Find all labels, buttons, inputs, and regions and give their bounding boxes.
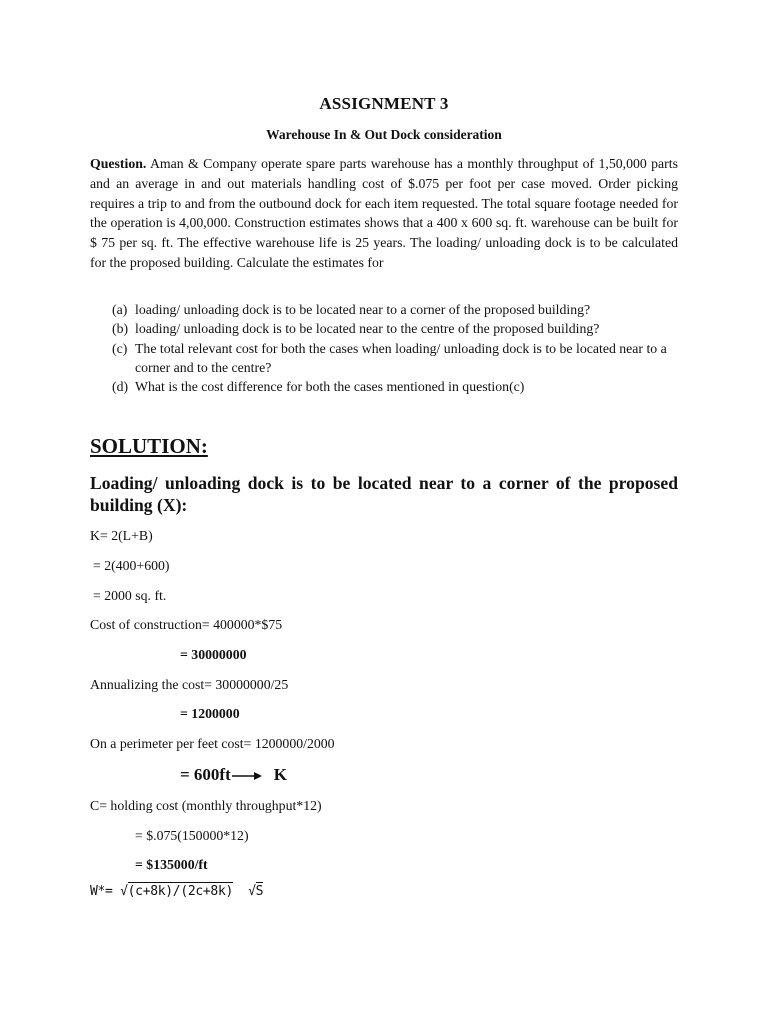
holding-cost: C= holding cost (monthly throughput*12) — [90, 798, 322, 813]
w-radicand: (c+8k)/(2c+8k) — [127, 884, 234, 899]
list-item — [112, 377, 678, 396]
list-item — [112, 339, 678, 378]
holding-result: = $135000/ft — [135, 857, 208, 872]
holding-substitution: = $.075(150000*12) — [135, 828, 249, 843]
perimeter-cost: On a perimeter per feet cost= 1200000/2000 — [90, 736, 335, 751]
annualizing-cost: Annualizing the cost= 30000000/25 — [90, 677, 289, 692]
k-result: = 2000 sq. ft. — [93, 588, 167, 603]
solution-heading: SOLUTION: — [90, 434, 208, 458]
list-marker: (b) — [112, 321, 129, 337]
perimeter-symbol: K — [273, 765, 287, 784]
sqrt-icon: √ — [248, 884, 256, 899]
question-label: Question. — [90, 156, 147, 171]
annualizing-result: = 1200000 — [180, 706, 240, 721]
list-item — [112, 300, 678, 319]
question-list — [112, 300, 678, 396]
w-prefix: W*= — [90, 884, 121, 899]
list-item-text: loading/ unloading dock is to be located near to the centre of the proposed building? — [135, 321, 600, 337]
list-item-text: The total relevant cost for both the cases when loading/ unloading dock is to be located near to a corner and to the centre? — [135, 340, 667, 375]
w-star-formula — [90, 884, 263, 899]
list-marker: (d) — [112, 379, 129, 395]
sqrt-icon: √ — [120, 884, 128, 899]
list-marker: (c) — [112, 340, 128, 356]
list-item — [112, 319, 678, 338]
construction-cost: Cost of construction= 400000*$75 — [90, 617, 283, 632]
k-substitution: = 2(400+600) — [93, 558, 170, 573]
k-formula: K= 2(L+B) — [90, 528, 153, 543]
perimeter-result-row — [180, 765, 287, 785]
document-title: ASSIGNMENT 3 — [319, 94, 449, 113]
list-marker: (a) — [112, 302, 128, 317]
question-paragraph — [90, 154, 678, 273]
construction-result: = 30000000 — [180, 647, 247, 662]
w-s: S — [255, 884, 264, 899]
solution-subheading: Loading/ unloading dock is to be located near to a corner of the proposed building (X): — [90, 473, 678, 515]
question-text: Aman & Company operate spare parts warehouse has a monthly throughput of 1,50,000 parts and an average in and out materials handling cost of $.075 per foot per case moved. Order picking requires a trip to and from the outbound dock for each item requested. The total square footage needed for the operation is 4,00,000. Construction estimates shows that a 400 x 600 sq. ft. warehouse can be built for $ 75 per sq. ft. The effective warehouse life is 25 years. The loading/ unloading dock is to be calculated for the proposed building. Calculate the estimates for — [90, 156, 678, 270]
list-item-text: loading/ unloading dock is to be located near to a corner of the proposed building? — [135, 302, 591, 317]
perimeter-result: = 600ft — [180, 765, 231, 784]
list-item-text: What is the cost difference for both the cases mentioned in question(c) — [135, 379, 525, 395]
right-arrow-icon — [232, 771, 262, 781]
document-subtitle: Warehouse In & Out Dock consideration — [266, 127, 502, 142]
